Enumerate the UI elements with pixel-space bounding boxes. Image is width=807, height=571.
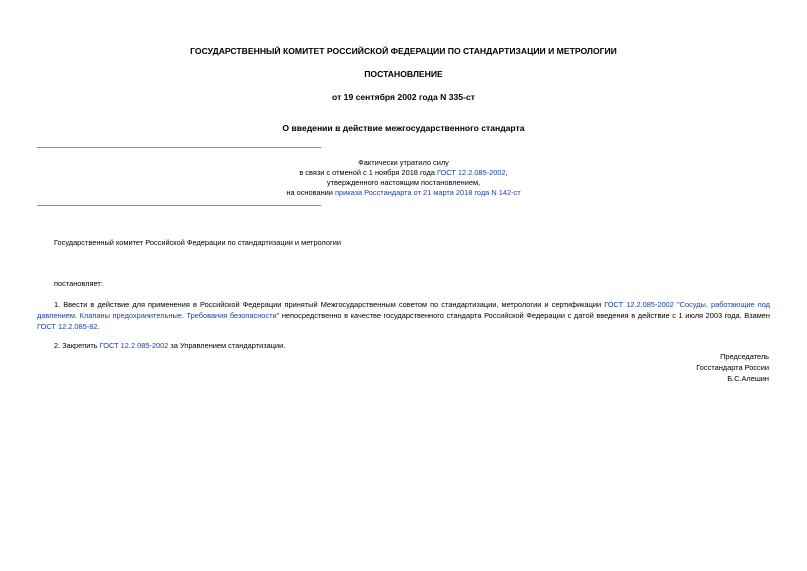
signature-block <box>696 351 769 384</box>
status-line-2-prefix: в связи с отменой с 1 ноября 2018 года <box>299 168 437 177</box>
status-line-2-suffix: , <box>505 168 508 177</box>
resolves-text: постановляет: <box>54 279 103 288</box>
status-note <box>0 158 807 198</box>
status-bottom-rule <box>37 205 321 206</box>
status-top-rule <box>37 147 321 148</box>
item-1-text-a: 1. Ввести в действие для применения в Российской Федерации принятый Межгосударственным советом по стандартизации, метрологии и сертификации <box>54 300 605 309</box>
subject-heading: О введении в действие межгосударственного стандарта <box>282 123 525 133</box>
status-line-1: Фактически утратило силу <box>358 158 449 167</box>
committee-heading: ГОСУДАРСТВЕННЫЙ КОМИТЕТ РОССИЙСКОЙ ФЕДЕРАЦИИ ПО СТАНДАРТИЗАЦИИ И МЕТРОЛОГИИ <box>190 46 617 56</box>
status-line-4 <box>0 188 807 198</box>
item-2-gost-link[interactable]: ГОСТ 12.2.085-2002 <box>99 341 169 350</box>
item-1 <box>37 299 770 332</box>
gost-link[interactable]: ГОСТ 12.2.085-2002 <box>436 168 506 177</box>
item-2-text-b: за Управлением стандартизации. <box>168 341 286 350</box>
status-line-2 <box>0 168 807 178</box>
item-2 <box>54 341 285 351</box>
item-1-gost-link[interactable]: ГОСТ 12.2.085-2002 "Сосуды, работающие под давлением. Клапаны предохранительные. Требования безопасности" <box>37 300 770 320</box>
item-2-text-a: 2. Закрепить <box>54 341 100 350</box>
order-link[interactable]: приказа Росстандарта от 21 марта 2018 года N 142-ст <box>334 188 521 197</box>
date-number-heading: от 19 сентября 2002 года N 335-ст <box>332 92 475 102</box>
item-1-text-b: непосредственно в качестве государственного стандарта Российской Федерации с датой введения в действие с 1 июля 2003 года. Взамен <box>279 311 770 320</box>
signature-title-2: Госстандарта России <box>696 363 769 372</box>
status-line-3: утвержденного настоящим постановлением, <box>326 178 481 187</box>
item-1-replaced-gost-link[interactable]: ГОСТ 12.2.085-82 <box>37 322 98 331</box>
doc-type-heading: ПОСТАНОВЛЕНИЕ <box>364 69 443 79</box>
issuer-text: Государственный комитет Российской Федерации по стандартизации и метрологии <box>54 238 341 247</box>
signature-name: Б.С.Алешин <box>727 374 769 383</box>
signature-title-1: Председатель <box>720 352 769 361</box>
item-1-text-c: . <box>97 322 100 331</box>
status-line-4-prefix: на основании <box>286 188 335 197</box>
